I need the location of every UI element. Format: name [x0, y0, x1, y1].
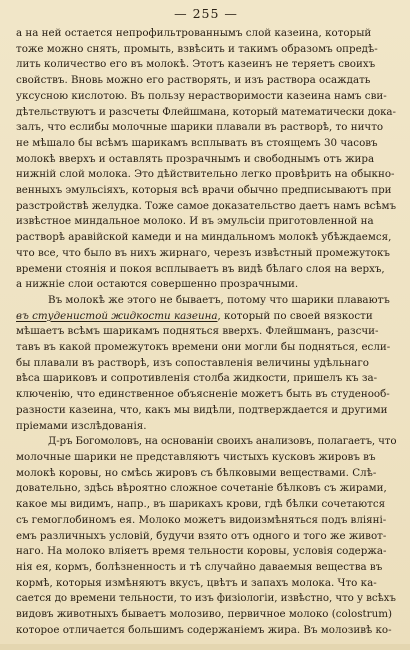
- text-line: растворѣ аравійской камеди и на миндальномъ молокѣ убѣждаемся,: [16, 231, 392, 244]
- text-line: Д-ръ Богомоловъ, на основаніи своихъ анализовъ, полагаетъ, что: [48, 435, 396, 448]
- text-line: а на ней остается непрофильтрованнымъ слой казеина, который: [16, 27, 372, 39]
- text-line: которое отличается большимъ содержаніемъ жира. Въ молозивѣ ко-: [16, 623, 392, 636]
- text-line: какое мы видимъ, напр., въ шарикахъ крови, гдѣ бѣлки сочетаются: [16, 498, 386, 511]
- text-line: нижній слой молока. Это дѣйствительно легко провѣрить на обыкно-: [16, 168, 395, 181]
- text-line: дѣтельствуютъ и разсчеты Флейшмана, который математически дока-: [16, 105, 396, 118]
- text-line: что все, что было въ нихъ жирнаго, черезъ извѣстный промежутокъ: [16, 246, 390, 259]
- text-line: пріемами изслѣдованія.: [16, 419, 147, 432]
- text-line: тавъ въ какой промежутокъ времени они могли бы подняться, если-: [16, 341, 391, 354]
- text-line: емъ различныхъ условій, будучи взято отъ одного и того же живот-: [16, 529, 387, 542]
- text-line: нія ея, кормъ, болѣзненность и тѣ случайно даваемыя вещества въ: [16, 560, 383, 573]
- text-line: бы плавали въ растворѣ, изъ сопоставленія величины удѣльнаго: [16, 356, 369, 369]
- text-line: молокѣ коровы, но смѣсь жировъ съ бѣлковыми веществами. Слѣ-: [16, 466, 377, 479]
- page-number: — 255 —: [174, 6, 238, 21]
- text-line: лить количество его въ молокѣ. Этотъ казеинъ не теряетъ своихъ: [16, 58, 376, 71]
- text-line: а нижніе слои остаются совершенно прозрачными.: [16, 278, 299, 291]
- text-line: не мѣшало бы всѣмъ шарикамъ всплывать въ стоящемъ 30 часовъ: [16, 136, 378, 149]
- text-line: съ гемоглобиномъ ея. Молоко можетъ видоизмѣняться подъ вліяні-: [16, 513, 387, 526]
- text-line: уксусною кислотою. Въ пользу нерастворимости казеина намъ сви-: [16, 89, 387, 102]
- text-line: сается до времени тельности, то изъ физіологіи, извѣстно, что у всѣхъ: [16, 592, 396, 605]
- text-line: въ студенистой жидкости казеина, который по своей вязкости: [16, 309, 373, 322]
- text-line: извѣстное миндальное молоко. И въ эмульсіи приготовленной на: [16, 215, 374, 228]
- text-line: наго. На молоко вліяетъ время тельности коровы, условія содержа-: [16, 545, 387, 558]
- text-line: залъ, что еслибы молочные шарики плавали въ растворѣ, то ничто: [16, 121, 384, 134]
- text-line: свойствъ. Вновь можно его растворять, и изъ раствора осаждать: [16, 74, 371, 87]
- text-line: разности казеина, что, какъ мы видѣли, подтверждается и другими: [16, 403, 388, 416]
- text-line: мѣшаетъ всѣмъ шарикамъ подняться вверхъ. Флейшманъ, разсчи-: [16, 325, 379, 338]
- text-line: молочные шарики не представляютъ чистыхъ кусковъ жировъ въ: [16, 450, 376, 463]
- text-line: Въ молокѣ же этого не бываетъ, потому что шарики плаваютъ: [48, 293, 390, 306]
- text-line: кормѣ, которыя измѣняютъ вкусъ, цвѣтъ и запахъ молока. Что ка-: [16, 576, 377, 589]
- text-line: ключенію, что единственное объясненіе можетъ быть въ студенооб-: [16, 388, 390, 401]
- text-line: молокѣ вверхъ и оставлять прозрачнымъ и свободнымъ отъ жира: [16, 152, 375, 165]
- text-line: времени стоянія и покоя всплываетъ въ видѣ бѣлаго слоя на верхъ,: [16, 262, 385, 275]
- page-bottom-edge: [0, 644, 410, 650]
- text-line: вѣса шариковъ и сопротивленія столба жидкости, пришелъ къ за-: [16, 372, 378, 385]
- text-line: тоже можно снять, промыть, взвѣсить и такимъ образомъ опредѣ-: [16, 42, 378, 55]
- text-line: венныхъ эмульсіяхъ, которыя всѣ врачи обычно предписываютъ при: [16, 184, 392, 197]
- body-text: [16, 26, 396, 638]
- text-line: видовъ животныхъ бываетъ молозиво, первичное молоко (colostrum): [16, 608, 392, 621]
- text-line: довательно, здѣсь вѣроятно сложное сочетаніе бѣлковъ съ жирами,: [16, 482, 387, 495]
- text-line: разстройствѣ желудка. Тоже самое доказательство даетъ намъ всѣмъ: [16, 199, 396, 212]
